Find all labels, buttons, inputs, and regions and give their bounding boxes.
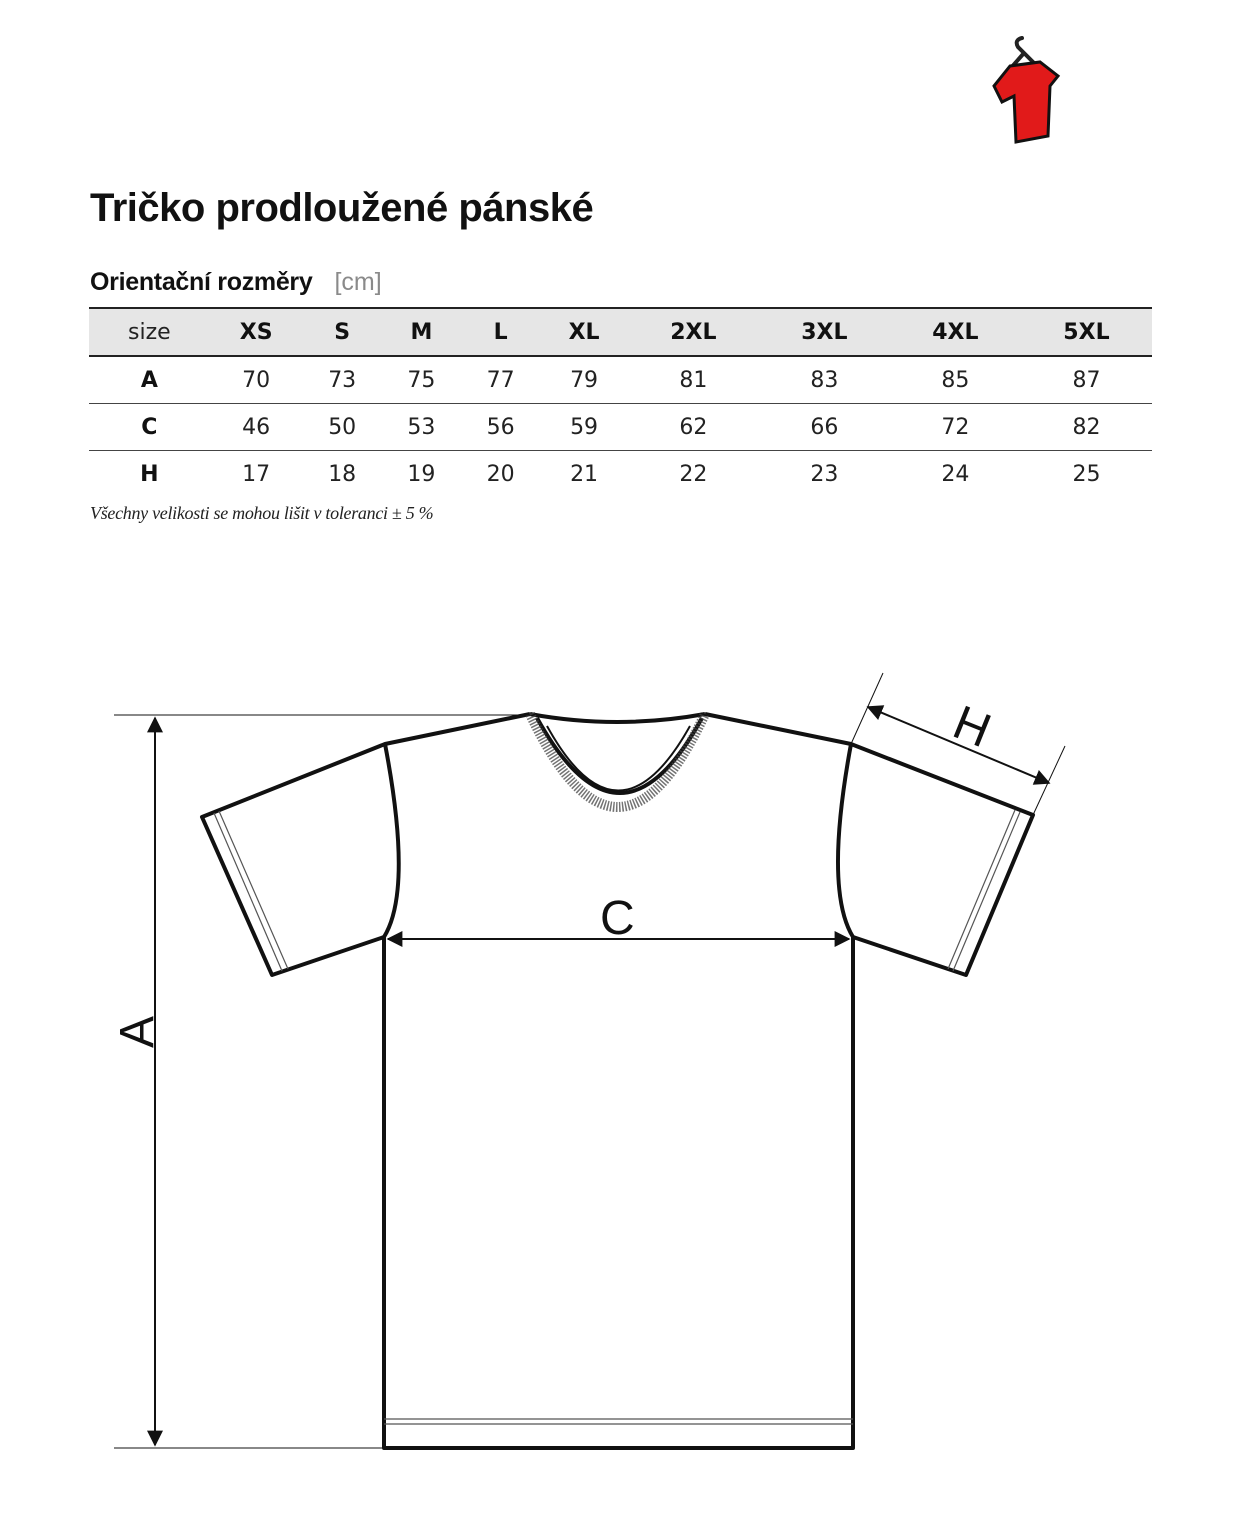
- table-cell: 22: [679, 461, 708, 487]
- size-col-header: L: [461, 308, 540, 356]
- table-cell: 53: [382, 404, 461, 451]
- table-cell: 87: [1021, 356, 1152, 404]
- table-cell: 19: [407, 461, 436, 487]
- size-col-header: 5XL: [1021, 308, 1152, 356]
- row-label: H: [140, 461, 159, 487]
- extension-line: [851, 673, 883, 744]
- label-c: C: [600, 892, 635, 945]
- shirt-body: [202, 714, 1033, 1448]
- right-sleeve-stitch: [948, 810, 1015, 969]
- table-cell: 73: [303, 356, 382, 404]
- table-cell: 46: [210, 404, 303, 451]
- table-cell: 20: [486, 461, 515, 487]
- label-a: A: [111, 1015, 164, 1048]
- size-header-label: size: [89, 308, 210, 356]
- label-h: H: [945, 696, 998, 759]
- table-cell: 17: [242, 461, 271, 487]
- table-cell: 85: [890, 356, 1021, 404]
- collar-inner-edge: [547, 726, 690, 791]
- tolerance-note: Všechny velikosti se mohou lišit v toleranci ± 5 %: [90, 503, 434, 523]
- right-armhole: [838, 744, 853, 937]
- left-sleeve-stitch: [214, 813, 282, 971]
- size-col-header: XS: [210, 308, 303, 356]
- table-cell: 18: [328, 461, 357, 487]
- table-cell: 56: [461, 404, 540, 451]
- right-sleeve-stitch: [953, 812, 1020, 971]
- table-cell: 79: [540, 356, 628, 404]
- table-cell: 83: [759, 356, 890, 404]
- left-sleeve-stitch: [219, 811, 288, 969]
- extension-line: [1033, 746, 1065, 815]
- size-col-header: 4XL: [890, 308, 1021, 356]
- table-cell: 23: [810, 461, 839, 487]
- size-col-header: 2XL: [628, 308, 759, 356]
- table-cell: 82: [1021, 404, 1152, 451]
- table-cell: 77: [461, 356, 540, 404]
- table-cell: 81: [628, 356, 759, 404]
- page-title: Tričko prodloužené pánské: [90, 186, 594, 230]
- table-cell: 72: [890, 404, 1021, 451]
- measure-a: [114, 715, 530, 1448]
- table-cell: 59: [540, 404, 628, 451]
- table-cell: 50: [303, 404, 382, 451]
- subtitle-main: Orientační rozměry: [90, 268, 313, 296]
- row-label: A: [89, 356, 210, 404]
- table-cell: 75: [382, 356, 461, 404]
- size-col-header: S: [303, 308, 382, 356]
- size-col-header: XL: [540, 308, 628, 356]
- left-armhole: [384, 744, 399, 937]
- table-cell: 70: [210, 356, 303, 404]
- table-cell: 66: [759, 404, 890, 451]
- table-cell: 21: [570, 461, 599, 487]
- table-cell: 62: [628, 404, 759, 451]
- table-cell: 24: [941, 461, 970, 487]
- size-col-header: M: [382, 308, 461, 356]
- row-label: C: [89, 404, 210, 451]
- collar-outer: [530, 714, 705, 722]
- size-col-header: 3XL: [759, 308, 890, 356]
- table-cell: 25: [1072, 461, 1101, 487]
- tshirt-outline: [202, 714, 1033, 1448]
- subtitle-unit: [cm]: [334, 268, 382, 296]
